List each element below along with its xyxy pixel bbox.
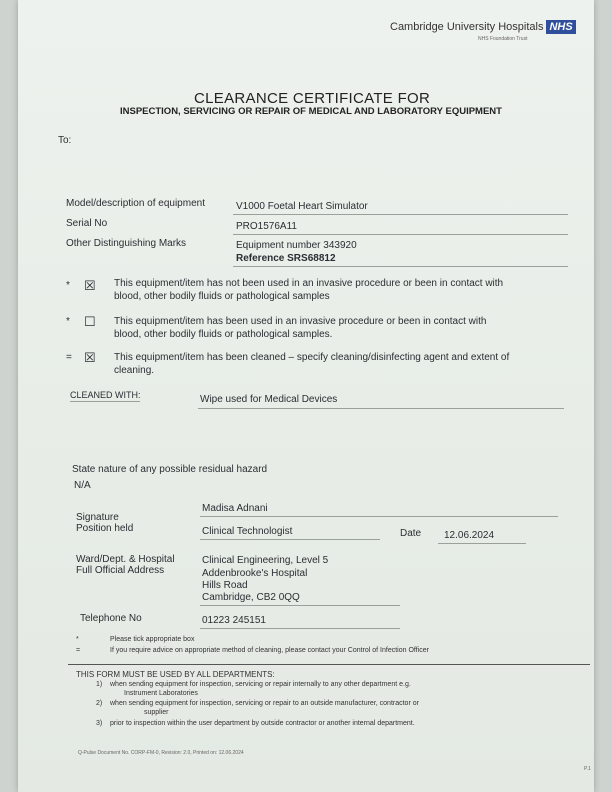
check-marker-1: * (66, 280, 70, 291)
marks-label: Other Distinguishing Marks (66, 238, 187, 249)
dept-text-3a: prior to inspection within the user department by outside contractor or another internal department. (110, 720, 415, 727)
hazard-label: State nature of any possible residual hazard (72, 464, 268, 475)
check-text-1a: This equipment/item has not been used in an invasive procedure or been in contact with (114, 278, 504, 289)
date-underline (438, 543, 526, 544)
note-marker-1: * (76, 636, 79, 643)
position-value: Clinical Technologist (202, 526, 293, 537)
model-underline (233, 214, 568, 215)
telephone-label: Telephone No (80, 613, 142, 624)
date-label: Date (400, 528, 422, 539)
signer-name: Madisa Adnani (202, 503, 268, 514)
hazard-value: N/A (74, 480, 91, 491)
certificate-page (18, 0, 594, 792)
check-text-3b: cleaning. (114, 365, 155, 376)
serial-underline (233, 234, 568, 235)
page-subtitle: INSPECTION, SERVICING OR REPAIR OF MEDICAL AND LABORATORY EQUIPMENT (120, 106, 502, 117)
to-label: To: (58, 135, 72, 146)
dept-num-2: 2) (96, 700, 103, 707)
departments-heading: THIS FORM MUST BE USED BY ALL DEPARTMENTS: (76, 670, 275, 679)
dept-text-1a: when sending equipment for inspection, servicing or repair internally to any other department e.g. (110, 681, 411, 688)
checkbox-3[interactable]: ☒ (84, 350, 96, 365)
address-line-4: Cambridge, CB2 0QQ (202, 592, 300, 603)
divider (68, 664, 590, 665)
cleaned-underline (198, 408, 564, 409)
dept-num-3: 3) (96, 720, 103, 727)
marks-value-1: Equipment number 343920 (236, 240, 357, 251)
check-marker-2: * (66, 316, 70, 327)
dept-text-1b: Instrument Laboratories (124, 690, 198, 697)
address-label-2: Full Official Address (76, 565, 165, 576)
check-text-3a: This equipment/item has been cleaned – specify cleaning/disinfecting agent and extent of (114, 352, 510, 363)
page-marker: P.1 (584, 766, 591, 772)
address-line-1: Clinical Engineering, Level 5 (202, 555, 329, 566)
address-underline (200, 605, 400, 606)
signature-label: Signature (76, 512, 119, 523)
footer-text: Q-Pulse Document No. CORP-FM-0, Revision: 2.0, Printed on: 12.06.2024 (78, 750, 244, 756)
note-marker-2: = (76, 647, 81, 654)
checkbox-2[interactable]: ☐ (84, 314, 96, 329)
check-text-1b: blood, other bodily fluids or pathological samples (114, 291, 330, 302)
note-text-1: Please tick appropriate box (110, 636, 195, 643)
check-text-2b: blood, other bodily fluids or pathological samples. (114, 329, 333, 340)
position-label: Position held (76, 523, 134, 534)
model-value: V1000 Foetal Heart Simulator (236, 201, 368, 212)
address-line-3: Hills Road (202, 580, 248, 591)
marks-value-2: Reference SRS68812 (236, 253, 336, 264)
name-underline (200, 516, 558, 517)
check-marker-3: = (66, 352, 72, 363)
nhs-logo: NHS (546, 20, 575, 34)
checkbox-1[interactable]: ☒ (84, 278, 96, 293)
dept-text-2b: supplier (144, 709, 169, 716)
serial-value: PRO1576A11 (236, 221, 297, 232)
dept-num-1: 1) (96, 681, 103, 688)
date-value: 12.06.2024 (444, 530, 495, 541)
page-title: CLEARANCE CERTIFICATE FOR (194, 90, 431, 107)
position-underline (200, 539, 380, 540)
telephone-underline (200, 628, 400, 629)
check-text-2a: This equipment/item has been used in an invasive procedure or been in contact with (114, 316, 487, 327)
cleaned-value: Wipe used for Medical Devices (200, 394, 338, 405)
serial-label: Serial No (66, 218, 108, 229)
telephone-value: 01223 245151 (202, 615, 266, 626)
marks-underline (233, 266, 568, 267)
hospital-name: Cambridge University Hospitals NHS (390, 20, 576, 34)
dept-text-2a: when sending equipment for inspection, servicing or repair to an outside manufacturer, contractor or (110, 700, 419, 707)
trust-name: NHS Foundation Trust (478, 36, 528, 42)
note-text-2: If you require advice on appropriate method of cleaning, please contact your Control of Infection Officer (110, 647, 429, 654)
model-label: Model/description of equipment (66, 198, 205, 209)
cleaned-label-underline (70, 401, 140, 402)
address-line-2: Addenbrooke's Hospital (202, 568, 308, 579)
address-label-1: Ward/Dept. & Hospital (76, 554, 175, 565)
cleaned-label: CLEANED WITH: (70, 390, 141, 400)
